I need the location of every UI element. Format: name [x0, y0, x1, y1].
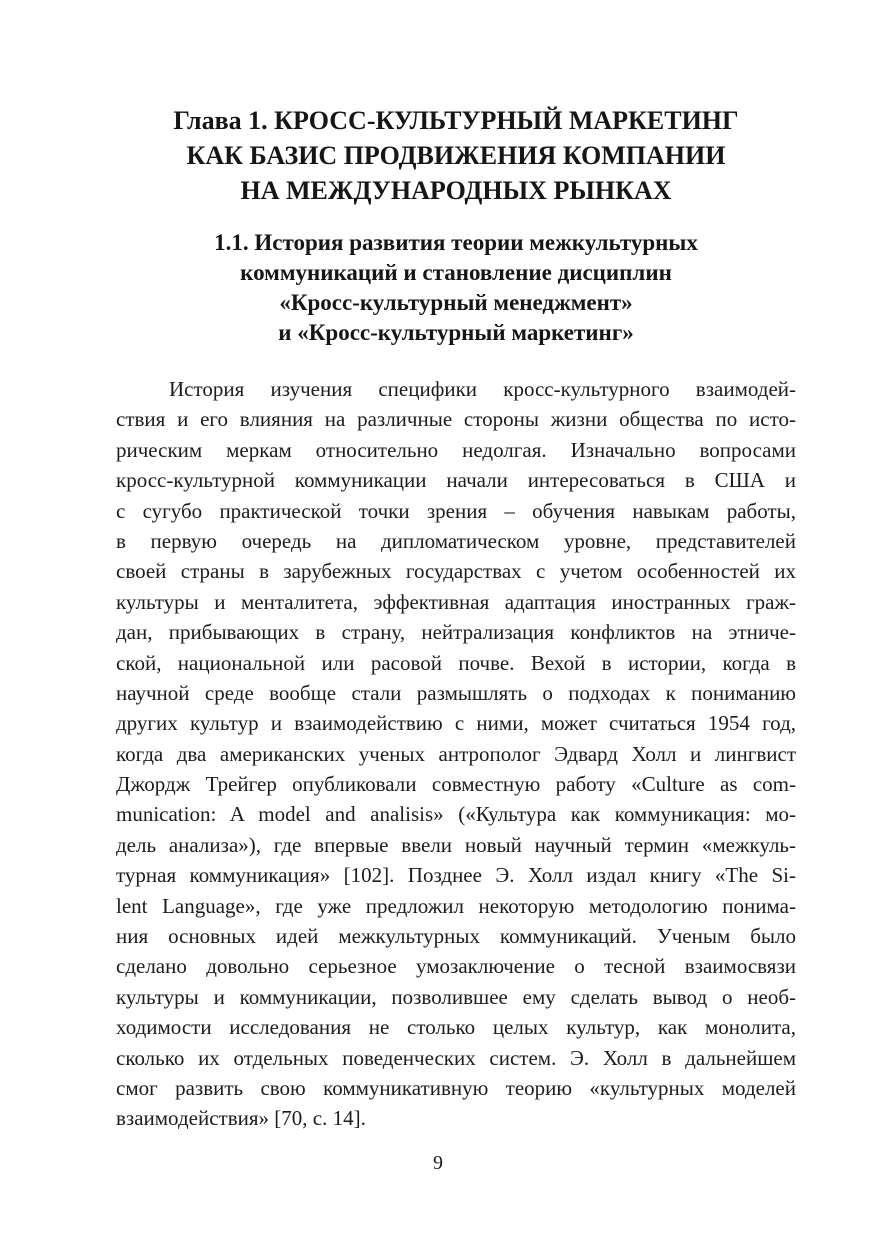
- chapter-title: [100, 103, 812, 208]
- body-line: культуры и менталитета, эффективная адаптация иностранных граж-: [116, 589, 796, 614]
- body-line: ствия и его влияния на различные стороны жизни общества по исто-: [116, 407, 796, 432]
- body-line: с сугубо практической точки зрения – обучения навыкам работы,: [116, 498, 796, 523]
- body-line: взаимодействия» [70, с. 14].: [116, 1106, 366, 1131]
- section-title-line: коммуникаций и становление дисциплин: [240, 260, 672, 285]
- body-line: ния основных идей межкультурных коммуникаций. Ученым было: [116, 924, 796, 949]
- section-title-line: «Кросс-культурный менеджмент»: [279, 290, 633, 315]
- body-line: когда два американских ученых антрополог Эдвард Холл и лингвист: [116, 741, 796, 766]
- body-line: научной среде вообще стали размышлять о подходах к пониманию: [116, 680, 796, 705]
- body-line: своей страны в зарубежных государствах с учетом особенностей их: [116, 559, 796, 584]
- chapter-title-line: Глава 1. КРОСС-КУЛЬТУРНЫЙ МАРКЕТИНГ: [173, 106, 739, 135]
- body-line: История изучения специфики кросс-культурного взаимодей-: [169, 377, 796, 401]
- chapter-title-line: КАК БАЗИС ПРОДВИЖЕНИЯ КОМПАНИИ: [186, 141, 726, 170]
- body-line: Джордж Трейгер опубликовали совместную работу «Culture as com-: [116, 772, 796, 797]
- section-title-line: и «Кросс-культурный маркетинг»: [278, 320, 634, 345]
- body-line: ской, национальной или расовой почве. Вехой в истории, когда в: [116, 650, 796, 675]
- body-line: турная коммуникация» [102]. Позднее Э. Холл издал книгу «The Si-: [116, 863, 796, 888]
- body-line: lent Language», где уже предложил некоторую методологию понима-: [116, 893, 796, 918]
- body-paragraph: [116, 374, 796, 1134]
- body-line: культуры и коммуникации, позволившее ему сделать вывод о необ-: [116, 984, 796, 1009]
- page-number: 9: [433, 1152, 443, 1174]
- section-title-line: 1.1. История развития теории межкультурных: [214, 230, 698, 255]
- body-line: munication: A model and analisis» («Культура как коммуникация: мо-: [116, 802, 796, 827]
- body-line: кросс-культурной коммуникации начали интересоваться в США и: [116, 468, 796, 493]
- body-line: рическим меркам относительно недолгая. Изначально вопросами: [116, 437, 796, 462]
- body-line: ходимости исследования не столько целых культур, как монолита,: [116, 1015, 796, 1040]
- body-line: дель анализа»), где впервые ввели новый научный термин «межкуль-: [116, 832, 796, 857]
- body-line: дан, прибывающих в страну, нейтрализация конфликтов на этниче-: [116, 620, 796, 645]
- body-line: сделано довольно серьезное умозаключение о тесной взаимосвязи: [116, 954, 796, 979]
- chapter-title-line: НА МЕЖДУНАРОДНЫХ РЫНКАХ: [240, 176, 672, 205]
- body-line: других культур и взаимодействию с ними, может считаться 1954 год,: [116, 711, 796, 736]
- body-line: смог развить свою коммуникативную теорию «культурных моделей: [116, 1075, 796, 1100]
- section-title: [100, 228, 812, 348]
- body-line: в первую очередь на дипломатическом уровне, представителей: [116, 528, 796, 553]
- body-line: сколько их отдельных поведенческих систем. Э. Холл в дальнейшем: [116, 1045, 796, 1070]
